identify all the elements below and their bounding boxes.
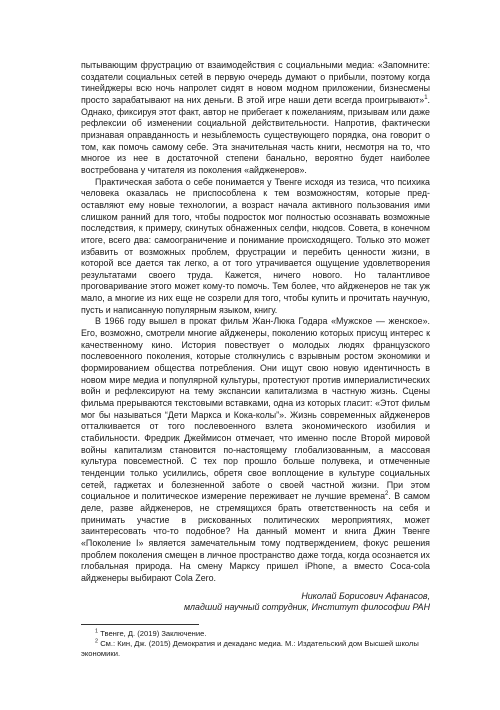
paragraph-text: . Однако, фиксируя этот факт, автор не прибегает к пожеланиям, призывам или даже рефлексии об изменении социальной действительности. Напротив, фактически признавая оправданность и незыблемость существующего порядка, она говорит о том, как помочь самому себе. Эта значительная часть книги, несмотря на то, что многое из нее в достаточной степени банально, вероятно будет наиболее востребована у читателя из поколения «айдженеров». (81, 94, 430, 175)
paragraph-text: Практическая забота о себе понимается у Твенге исходя из тезиса, что психика человека оказалась не приспособлена к тем возможностям, которые предоставляют ему новые технологии, а возраст начала активного пользования ими слишком ранний для того, чтобы подросток мог полностью осознавать возможные последствия, к примеру, скинутых обнаженных селфи, нюдсов. Совета, в конечном итоге, всего два: самоограничение и понимание происходящего. Только это может избавить от возможных проблем, фрустрации и перебить ценности жизни, в которой все дается так легко, а от того утрачивается ощущение удовлетворения результатами своего труда. Кажется, ничего нового. Но талантливое проговаривание этого может кому-то помочь. Тем более, что айдженеров не так уж мало, а многие из них еще не созрели для того, чтобы купить и прочитать научную, пусть и написанную популярным языком, книгу. (81, 176, 430, 315)
signature-block (81, 591, 430, 614)
body-paragraph (81, 60, 430, 177)
author-name: Николай Борисович Афанасов, (301, 590, 430, 601)
author-position: младший научный сотрудник, Институт философии РАН (183, 602, 430, 613)
footnote-text: Твенге, Д. (2019) Заключение. (100, 628, 207, 638)
footnote (81, 639, 430, 659)
body-paragraph (81, 177, 430, 317)
footnote-reference: 1 (424, 95, 428, 101)
footnote (81, 629, 430, 639)
footnote-text: См.: Кин, Дж. (2015) Демократия и декаданс медиа. М.: Издательский дом Высшей школы экономики. (81, 638, 419, 658)
body-text (81, 60, 430, 585)
paragraph-text: пытывающим фрустрацию от взаимодействия с социальными медиа: «Запомните: создатели социальных сетей в первую очередь думают о прибыли, поэтому когда тинейджеры всю ночь напролет сидят в новом модном приложении, бизнесмены просто зарабатывают на них деньги. В этой игре наши дети всегда проигрывают» (81, 60, 430, 105)
body-paragraph (81, 316, 430, 584)
footnotes (81, 629, 430, 659)
paragraph-text: В 1966 году вышел в прокат фильм Жан-Люка Годара «Мужское — женское». Его, возможно, смотрели многие айдженеры, поколению которых присущ интерес к качественному кино. История повествует о молодых людях французского послевоенного поколения, которые столкнулись с взрывным ростом экономики и формированием общества потребления. Они ищут свою новую идентичность в новом мире медиа и популярной культуры, протестуют против империалистических войн и рефлексируют на тему экспансии капитализма в частную жизнь. Сцены фильма прерываются текстовыми вставками, одна из которых гласит: «Этот фильм мог бы называться “Дети Маркса и Кока-колы”». Жизнь современных айдженеров отталкивается от того послевоенного взлета экономического изобилия и стабильности. Фредрик Джеймисон отмечает, что именно после Второй мировой войны капитализм становится по-настоящему глобализованным, а массовая культура повсеместной. С тех пор прошло больше полувека, и отмеченные тенденции только усилились, обретя свое воплощение в культуре социальных сетей, гаджетах и болезненной заботе о своей частной жизни. При этом социальное и политическое измерение переживает не лучшие времена (81, 316, 430, 502)
footnote-divider (81, 624, 199, 625)
footnote-number: 2 (95, 638, 99, 645)
footnote-reference: 2 (385, 491, 389, 498)
paragraph-text: . В самом деле, разве айдженеров, не стремящихся брать ответственность на себя и принимать участие в рискованных политических мероприятиях, может заинтересовать что-то подобное? На данный момент и книга Джин Твенге «Поколение I» является замечательным тому подтверждением, фокус решения проблем поколения смещен в личное пространство даже тогда, когда осознается их глобальная природа. На смену Марксу пришел iPhone, а вместо Coca-cola айдженеры выбирают Cola Zero. (81, 491, 430, 583)
review-page (81, 60, 430, 659)
footnote-number: 1 (95, 628, 99, 635)
